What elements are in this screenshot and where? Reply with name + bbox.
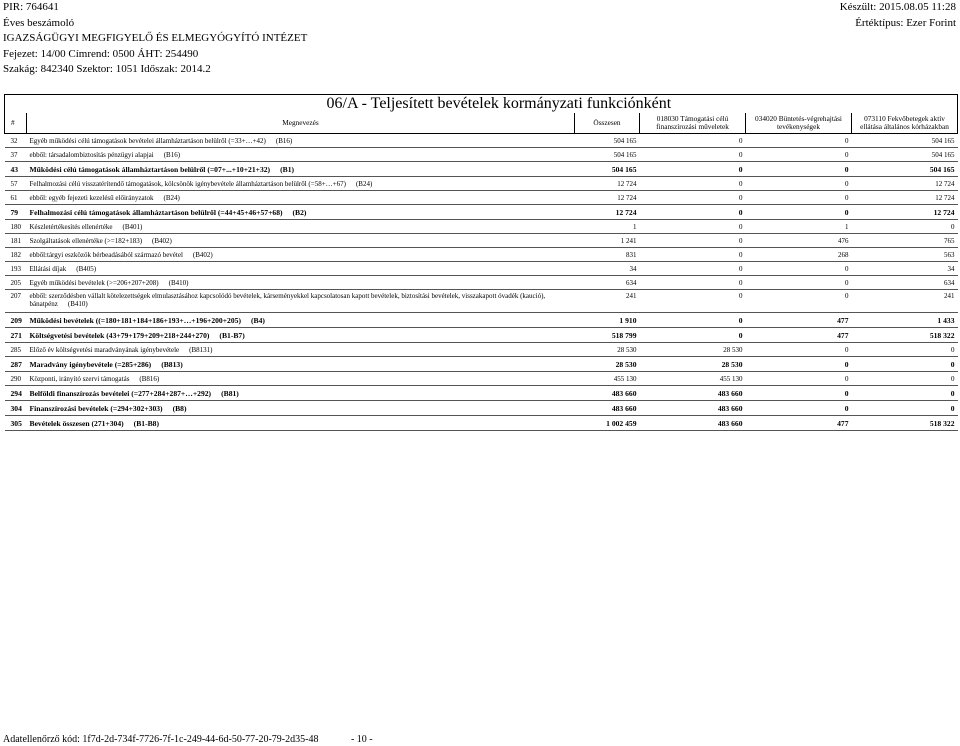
row-value-018030: 28 530 bbox=[723, 345, 743, 354]
table-body bbox=[5, 134, 958, 431]
row-value-018030: 0 bbox=[738, 330, 743, 340]
row-value-073110: 0 bbox=[951, 374, 955, 383]
row-number: 37 bbox=[10, 150, 18, 159]
row-name: Működési célú támogatások államháztartáson belülről (=07+...+10+21+32) bbox=[29, 164, 271, 174]
row-value-034020: 0 bbox=[844, 388, 849, 398]
row-total: 241 bbox=[626, 292, 637, 300]
row-value-018030: 0 bbox=[738, 207, 743, 217]
row-value-034020: 0 bbox=[845, 179, 849, 188]
row-name-cell bbox=[27, 177, 575, 191]
row-total: 12 724 bbox=[615, 207, 637, 217]
row-value-018030: 483 660 bbox=[717, 388, 743, 398]
row-name-cell bbox=[27, 162, 575, 177]
column-header-row bbox=[5, 113, 958, 134]
col-header-total: Összesen bbox=[575, 113, 640, 134]
row-number: 182 bbox=[10, 250, 21, 259]
branch-info: Szakág: 842340 Szektor: 1051 Időszak: 2014.2 bbox=[3, 63, 211, 75]
row-value-034020: 1 bbox=[845, 222, 849, 231]
page-number: - 10 - bbox=[350, 734, 373, 745]
row-total: 28 530 bbox=[615, 359, 637, 369]
row-value-073110: 563 bbox=[944, 250, 955, 259]
row-name-cell bbox=[27, 416, 575, 431]
row-value-034020: 0 bbox=[844, 164, 849, 174]
row-number: 205 bbox=[10, 278, 21, 287]
row-total: 504 165 bbox=[613, 136, 637, 145]
row-code: (B402) bbox=[192, 250, 213, 259]
row-value-073110: 504 165 bbox=[929, 164, 955, 174]
table-row bbox=[5, 205, 958, 220]
row-name: Belföldi finanszírozás bevételei (=277+284+287+…+292) bbox=[29, 388, 212, 398]
row-value-034020: 0 bbox=[845, 136, 849, 145]
table-row bbox=[5, 313, 958, 328]
col-header-num: # bbox=[5, 113, 27, 134]
row-total: 483 660 bbox=[611, 403, 637, 413]
row-value-018030: 0 bbox=[739, 150, 743, 159]
row-code: (B1) bbox=[280, 164, 295, 174]
row-name: Működési bevételek ((=180+181+184+186+193+…+196+200+205) bbox=[29, 315, 241, 325]
row-name-cell bbox=[27, 386, 575, 401]
row-code: (B410) bbox=[168, 278, 189, 287]
row-name-cell bbox=[27, 343, 575, 357]
row-code: (B816) bbox=[139, 374, 160, 383]
row-code: (B4) bbox=[250, 315, 265, 325]
row-total: 1 bbox=[633, 222, 637, 231]
control-code: Adatellenőrző kód: 1f7d-2d-734f-7726-7f-1c-249-44-6d-50-77-20-79-2d35-48 bbox=[3, 734, 319, 745]
table-row bbox=[5, 386, 958, 401]
row-code: (B24) bbox=[355, 179, 373, 188]
row-name-cell bbox=[27, 276, 575, 290]
row-name-cell bbox=[27, 328, 575, 343]
table-row bbox=[5, 328, 958, 343]
row-value-018030: 0 bbox=[739, 222, 743, 231]
row-value-018030: 0 bbox=[739, 264, 743, 273]
row-code: (B813) bbox=[161, 359, 183, 369]
row-code: (B81) bbox=[221, 388, 239, 398]
table-row bbox=[5, 177, 958, 191]
row-name: Finanszírozási bevételek (=294+302+303) bbox=[29, 403, 163, 413]
row-name: Szolgáltatások ellenértéke (>=182+183) bbox=[29, 236, 143, 245]
row-number: 180 bbox=[10, 222, 21, 231]
row-code: (B402) bbox=[152, 236, 172, 245]
row-number: 57 bbox=[10, 179, 18, 188]
table-row bbox=[5, 401, 958, 416]
row-total: 12 724 bbox=[617, 193, 637, 202]
row-name-cell bbox=[27, 248, 575, 262]
row-code: (B8) bbox=[172, 403, 187, 413]
col-header-018030: 018030 Támogatási célú finanszírozási műveletek bbox=[640, 113, 746, 134]
row-value-018030: 0 bbox=[738, 315, 743, 325]
table-row bbox=[5, 372, 958, 386]
row-code: (B1-B8) bbox=[133, 418, 159, 428]
row-total: 831 bbox=[626, 250, 637, 259]
row-total: 1 002 459 bbox=[606, 418, 637, 428]
row-value-034020: 0 bbox=[845, 264, 849, 273]
row-value-018030: 0 bbox=[739, 250, 743, 259]
row-value-018030: 0 bbox=[738, 164, 743, 174]
row-name-cell bbox=[27, 262, 575, 276]
row-name: ebből:tárgyi eszközök bérbeadásából származó bevétel bbox=[29, 250, 183, 259]
col-header-name: Megnevezés bbox=[27, 113, 575, 134]
row-number: 294 bbox=[10, 388, 22, 398]
value-type: Értéktípus: Ezer Forint bbox=[855, 16, 956, 29]
row-value-073110: 765 bbox=[944, 236, 955, 245]
row-name: Bevételek összesen (271+304) bbox=[29, 418, 124, 428]
row-name-cell bbox=[27, 234, 575, 248]
row-number: 287 bbox=[10, 359, 22, 369]
row-code: (B16) bbox=[163, 150, 181, 159]
row-name: Ellátási díjak bbox=[29, 264, 67, 273]
row-number: 193 bbox=[10, 264, 21, 273]
report-header-right bbox=[840, 0, 956, 31]
row-number: 79 bbox=[10, 207, 19, 217]
row-total: 504 165 bbox=[613, 150, 637, 159]
row-name: ebből: társadalombiztosítás pénzügyi alapjai bbox=[29, 150, 154, 159]
row-code: (B16) bbox=[275, 136, 293, 145]
table-row bbox=[5, 262, 958, 276]
row-number: 43 bbox=[10, 164, 19, 174]
row-name-cell bbox=[27, 372, 575, 386]
row-name: Előző év költségvetési maradványának igénybevétele bbox=[29, 345, 180, 354]
row-name-cell bbox=[27, 220, 575, 234]
row-name-cell bbox=[27, 205, 575, 220]
row-number: 285 bbox=[10, 345, 21, 354]
row-code: (B24) bbox=[163, 193, 180, 202]
row-number: 61 bbox=[10, 193, 18, 202]
row-value-018030: 0 bbox=[739, 292, 743, 300]
row-value-034020: 0 bbox=[845, 150, 849, 159]
table-row bbox=[5, 220, 958, 234]
row-total: 34 bbox=[629, 264, 637, 273]
row-code: (B401) bbox=[122, 222, 143, 231]
row-value-018030: 455 130 bbox=[719, 374, 743, 383]
row-total: 634 bbox=[626, 278, 637, 287]
row-name-cell bbox=[27, 290, 575, 313]
row-value-073110: 518 322 bbox=[929, 418, 955, 428]
row-value-034020: 477 bbox=[837, 315, 849, 325]
col-header-034020: 034020 Büntetés-végrehajtási tevékenységek bbox=[746, 113, 852, 134]
row-number: 305 bbox=[10, 418, 22, 428]
created-timestamp: Készült: 2015.08.05 11:28 bbox=[839, 1, 956, 13]
row-number: 271 bbox=[10, 330, 22, 340]
row-value-073110: 0 bbox=[950, 359, 955, 369]
row-value-018030: 0 bbox=[739, 179, 743, 188]
row-name: Egyéb működési bevételek (>=206+207+208) bbox=[29, 278, 159, 287]
row-value-034020: 0 bbox=[844, 207, 849, 217]
row-number: 209 bbox=[10, 315, 22, 325]
row-name: ebből: egyéb fejezeti kezelésű előirányzatok bbox=[29, 193, 154, 202]
row-name: Maradvány igénybevétele (=285+286) bbox=[29, 359, 152, 369]
row-value-073110: 0 bbox=[951, 345, 955, 354]
row-value-018030: 28 530 bbox=[721, 359, 743, 369]
row-name: Felhalmozási célú támogatások államháztartáson belülről (=44+45+46+57+68) bbox=[29, 207, 283, 217]
table-row bbox=[5, 191, 958, 205]
row-value-034020: 0 bbox=[845, 193, 849, 202]
institution-name: IGAZSÁGÜGYI MEGFIGYELŐ ÉS ELMEGYÓGYÍTÓ INTÉZET bbox=[3, 32, 308, 44]
row-total: 504 165 bbox=[611, 164, 637, 174]
row-name: Felhalmozási célú visszatérítendő támogatások, kölcsönök igénybevétele államháztartáson belülről (=58+…+67) bbox=[29, 179, 346, 188]
row-name-cell bbox=[27, 357, 575, 372]
row-name-cell bbox=[27, 313, 575, 328]
chapter-info: Fejezet: 14/00 Címrend: 0500 ÁHT: 254490 bbox=[3, 47, 199, 60]
row-value-018030: 483 660 bbox=[717, 403, 743, 413]
revenue-table bbox=[4, 94, 958, 431]
row-value-073110: 1 433 bbox=[937, 315, 955, 325]
row-value-073110: 0 bbox=[950, 388, 955, 398]
row-total: 518 799 bbox=[611, 330, 637, 340]
row-number: 181 bbox=[10, 236, 21, 245]
row-number: 304 bbox=[10, 403, 22, 413]
table-title: 06/A - Teljesített bevételek kormányzati funkciónként bbox=[326, 95, 672, 112]
page-footer bbox=[3, 734, 373, 746]
row-number: 207 bbox=[10, 292, 21, 300]
row-value-073110: 12 724 bbox=[935, 179, 955, 188]
row-value-073110: 0 bbox=[950, 403, 955, 413]
row-name-cell bbox=[27, 134, 575, 148]
row-name-cell bbox=[27, 148, 575, 162]
row-name-cell bbox=[27, 191, 575, 205]
table-row bbox=[5, 162, 958, 177]
row-name: ebből: szerződésben vállalt kötelezettségek elmulasztásához kapcsolódó bevételek, kárseményekkel kapcsolatosan kapott bevételek, biztosítási bevételek, visszakapott óvadék (kaució), bánatpénz bbox=[29, 292, 546, 308]
row-value-018030: 0 bbox=[739, 136, 743, 145]
row-value-073110: 518 322 bbox=[929, 330, 955, 340]
row-value-073110: 504 165 bbox=[931, 150, 955, 159]
table-row bbox=[5, 148, 958, 162]
row-value-034020: 476 bbox=[838, 236, 849, 245]
row-name: Készletértékesítés ellenértéke bbox=[29, 222, 113, 231]
row-value-034020: 0 bbox=[844, 403, 849, 413]
report-type: Éves beszámoló bbox=[3, 16, 75, 29]
row-total: 483 660 bbox=[611, 388, 637, 398]
row-value-073110: 12 724 bbox=[935, 193, 955, 202]
row-value-073110: 12 724 bbox=[933, 207, 955, 217]
row-name: Központi, irányító szervi támogatás bbox=[29, 374, 130, 383]
pir-label: PIR: 764641 bbox=[3, 1, 59, 13]
row-value-073110: 0 bbox=[951, 222, 955, 231]
table-row bbox=[5, 248, 958, 262]
row-value-018030: 0 bbox=[739, 278, 743, 287]
row-name-cell bbox=[27, 401, 575, 416]
row-value-034020: 0 bbox=[845, 345, 849, 354]
row-code: (B410) bbox=[67, 300, 88, 308]
row-value-034020: 0 bbox=[845, 374, 849, 383]
row-value-034020: 0 bbox=[845, 292, 849, 300]
row-total: 1 241 bbox=[620, 236, 637, 245]
table-row bbox=[5, 276, 958, 290]
report-header-left bbox=[3, 0, 307, 78]
row-code: (B1-B7) bbox=[219, 330, 245, 340]
row-value-073110: 504 165 bbox=[931, 136, 955, 145]
row-number: 32 bbox=[10, 136, 18, 145]
row-value-034020: 477 bbox=[837, 418, 849, 428]
row-total: 455 130 bbox=[613, 374, 637, 383]
row-value-073110: 241 bbox=[944, 292, 955, 300]
row-total: 1 910 bbox=[619, 315, 637, 325]
row-value-034020: 0 bbox=[845, 278, 849, 287]
table-row bbox=[5, 134, 958, 148]
row-value-018030: 483 660 bbox=[717, 418, 743, 428]
row-number: 290 bbox=[10, 374, 21, 383]
row-name: Egyéb működési célú támogatások bevételei államháztartáson belülről (=33+…+42) bbox=[29, 136, 266, 145]
row-value-034020: 477 bbox=[837, 330, 849, 340]
row-value-073110: 34 bbox=[947, 264, 955, 273]
row-total: 28 530 bbox=[617, 345, 637, 354]
row-value-034020: 0 bbox=[844, 359, 849, 369]
row-value-034020: 268 bbox=[838, 250, 849, 259]
row-code: (B8131) bbox=[189, 345, 213, 354]
row-name: Költségvetési bevételek (43+79+179+209+218+244+270) bbox=[29, 330, 210, 340]
row-value-018030: 0 bbox=[739, 193, 743, 202]
table-row bbox=[5, 343, 958, 357]
col-header-073110: 073110 Fekvőbetegek aktív ellátása általános kórházakban bbox=[852, 113, 958, 134]
row-code: (B2) bbox=[292, 207, 307, 217]
row-code: (B405) bbox=[76, 264, 97, 273]
table-row bbox=[5, 357, 958, 372]
table-row bbox=[5, 234, 958, 248]
row-value-073110: 634 bbox=[944, 278, 955, 287]
row-total: 12 724 bbox=[617, 179, 637, 188]
table-row bbox=[5, 416, 958, 431]
table-row bbox=[5, 290, 958, 313]
row-value-018030: 0 bbox=[739, 236, 743, 245]
